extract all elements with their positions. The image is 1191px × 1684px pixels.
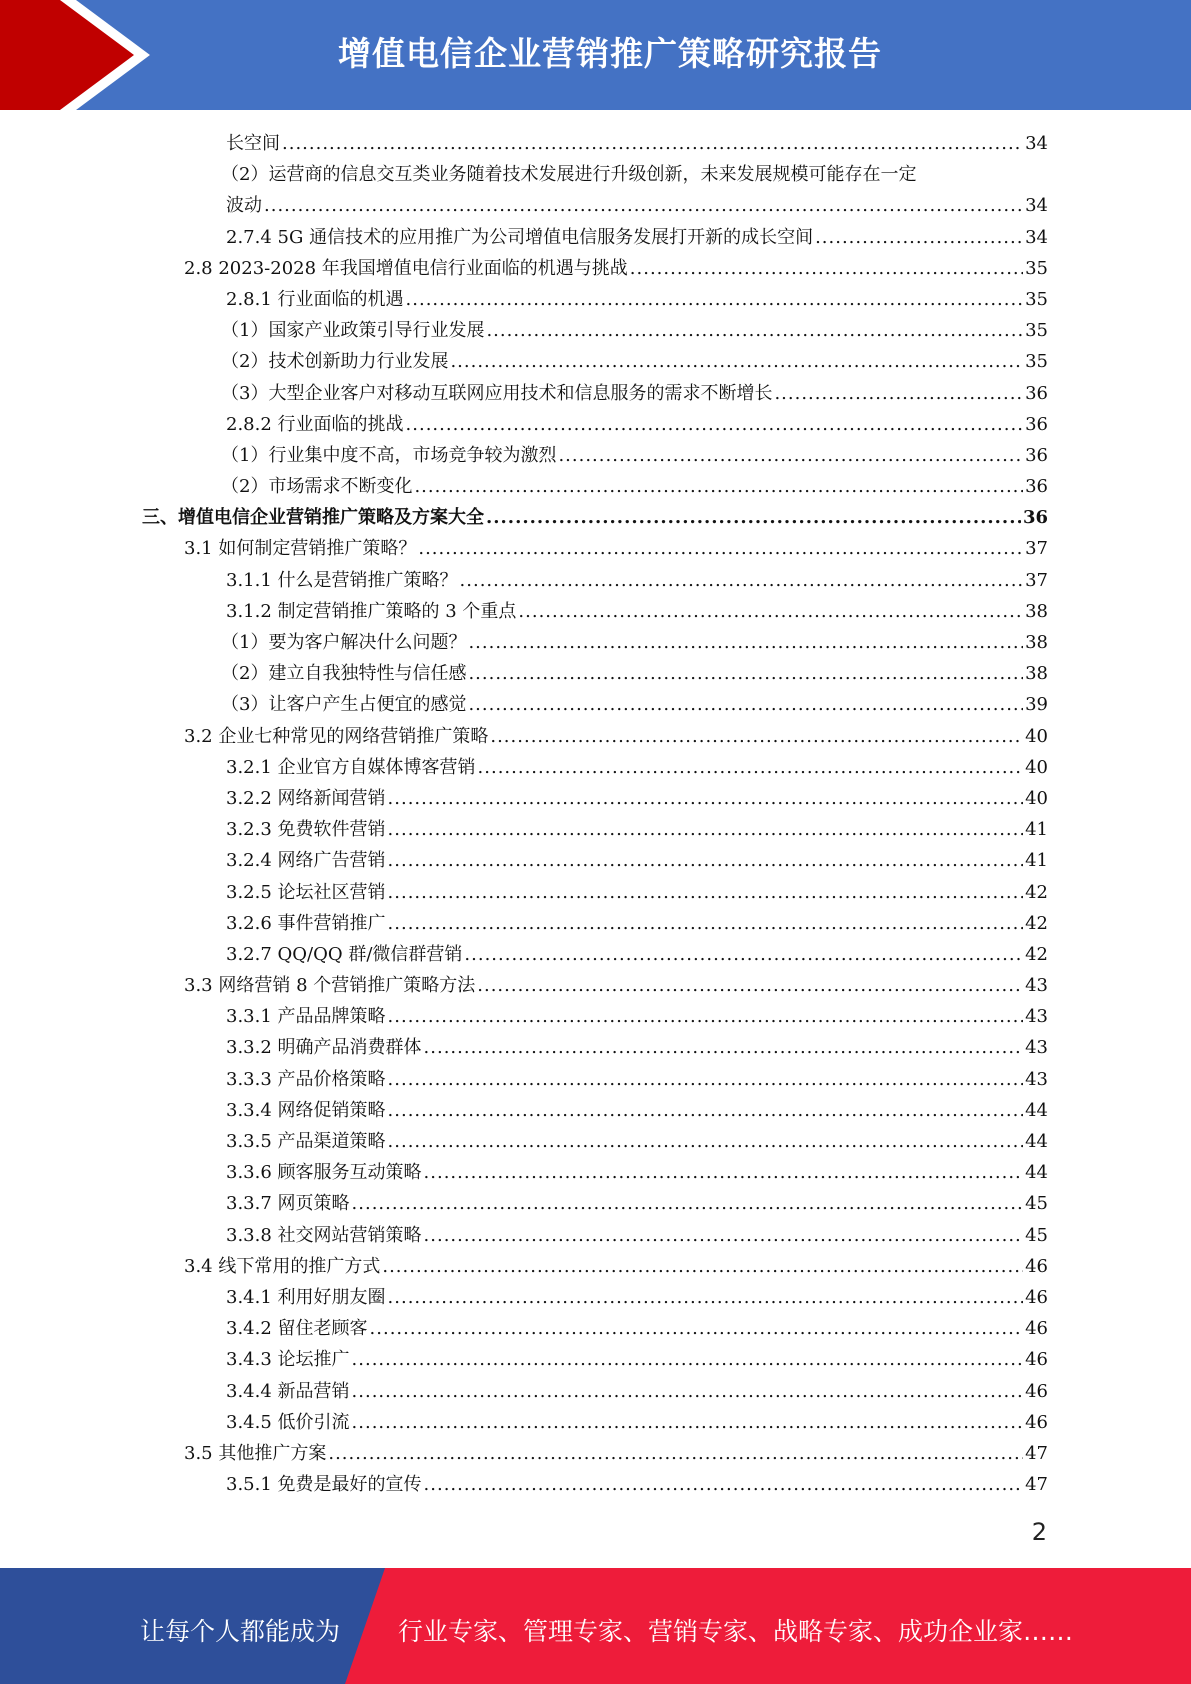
toc-entry-title: 3.2.6 事件营销推广 <box>226 912 386 934</box>
toc-dot-leader <box>352 1188 1024 1219</box>
toc-entry-page: 47 <box>1025 1442 1048 1464</box>
toc-entry-title: 3.3.2 明确产品消费群体 <box>226 1037 422 1059</box>
toc-entry-page: 40 <box>1025 725 1048 747</box>
toc-dot-leader <box>424 1032 1024 1063</box>
toc-entry-page: 38 <box>1025 632 1048 653</box>
toc-entry-page: 36 <box>1025 382 1048 404</box>
toc-entry[interactable] <box>142 658 1048 689</box>
toc-entry[interactable] <box>142 1126 1048 1157</box>
toc-entry-page: 46 <box>1025 1318 1048 1340</box>
toc-entry-title: 3.1 如何制定营销推广策略？ <box>184 538 417 560</box>
toc-entry-title: 2.7.4 5G 通信技术的应用推广为公司增值电信服务发展打开新的成长空间 <box>226 226 814 248</box>
footer-slogan-right: 行业专家、管理专家、营销专家、战略专家、成功企业家…… <box>398 1617 1074 1646</box>
toc-entry-page: 45 <box>1025 1224 1048 1246</box>
toc-dot-leader <box>388 877 1024 908</box>
toc-entry[interactable] <box>142 1407 1048 1438</box>
toc-entry-page: 36 <box>1025 444 1048 466</box>
toc-entry-page: 44 <box>1025 1131 1048 1152</box>
toc-entry[interactable] <box>142 1344 1048 1375</box>
toc-dot-leader <box>388 1126 1024 1157</box>
toc-entry-title: 3.5 其他推广方案 <box>184 1442 327 1464</box>
toc-dot-leader <box>352 1407 1024 1438</box>
toc-entry-page: 41 <box>1025 850 1048 872</box>
toc-entry-page: 42 <box>1025 943 1048 965</box>
toc-entry[interactable] <box>142 409 1048 440</box>
toc-entry-page: 41 <box>1025 819 1048 841</box>
toc-dot-leader <box>424 1469 1024 1500</box>
toc-entry[interactable] <box>142 908 1048 939</box>
toc-dot-leader <box>388 1282 1024 1313</box>
toc-entry-title: 3.4.2 留住老顾客 <box>226 1318 368 1340</box>
toc-dot-leader <box>424 1220 1024 1251</box>
toc-entry[interactable] <box>142 315 1048 346</box>
toc-entry-title: 3.1.1 什么是营销推广策略？ <box>226 569 458 591</box>
toc-entry-title: 3.2.2 网络新闻营销 <box>226 787 386 809</box>
toc-entry-page: 43 <box>1025 1037 1048 1059</box>
toc-entry-title: 3.2.7 QQ/QQ 群/微信群营销 <box>226 943 463 965</box>
toc-entry[interactable] <box>142 159 1048 190</box>
toc-entry-title: 波动 <box>226 195 262 217</box>
toc-entry-page: 35 <box>1025 288 1048 310</box>
toc-entry-page: 40 <box>1025 787 1048 809</box>
toc-entry-page: 38 <box>1025 663 1048 685</box>
toc-entry[interactable] <box>142 783 1048 814</box>
toc-dot-leader <box>352 1344 1024 1375</box>
toc-entry-page: 43 <box>1025 1006 1048 1028</box>
toc-entry-title: （3）大型企业客户对移动互联网应用技术和信息服务的需求不断增长 <box>221 382 773 404</box>
toc-entry[interactable] <box>142 1001 1048 1032</box>
toc-dot-leader <box>464 939 1023 970</box>
toc-entry-page: 39 <box>1025 694 1048 716</box>
toc-entry-title: 3.2.3 免费软件营销 <box>226 819 386 841</box>
toc-entry[interactable] <box>142 596 1048 627</box>
toc-entry-page: 46 <box>1025 1380 1048 1402</box>
toc-entry-title: （2）市场需求不断变化 <box>221 476 413 498</box>
toc-entry[interactable] <box>142 1032 1048 1063</box>
toc-entry[interactable] <box>142 128 1048 159</box>
toc-dot-leader <box>478 752 1024 783</box>
toc-entry[interactable] <box>142 1064 1048 1095</box>
toc-dot-leader <box>450 346 1023 377</box>
toc-dot-leader <box>406 284 1024 315</box>
toc-entry[interactable] <box>142 253 1048 284</box>
toc-dot-leader <box>352 1376 1024 1407</box>
toc-entry-title: 3.4.5 低价引流 <box>226 1411 350 1433</box>
toc-entry-title: 2.8.2 行业面临的挑战 <box>226 413 404 435</box>
toc-entry[interactable] <box>142 627 1048 658</box>
toc-entry-title: （1）行业集中度不高，市场竞争较为激烈 <box>221 444 557 466</box>
toc-entry-page: 44 <box>1025 1099 1048 1121</box>
toc-entry-title: 3.4.4 新品营销 <box>226 1380 350 1402</box>
toc-entry[interactable] <box>142 814 1048 845</box>
footer-slogan-left: 让每个人都能成为 <box>140 1617 341 1646</box>
toc-entry-title: 3.3.4 网络促销策略 <box>226 1099 386 1121</box>
toc-dot-leader <box>477 970 1023 1001</box>
report-title: 增值电信企业营销推广策略研究报告 <box>338 34 882 73</box>
toc-dot-leader <box>468 658 1023 689</box>
toc-entry-title: （2）技术创新助力行业发展 <box>221 351 449 373</box>
toc-entry[interactable] <box>142 1188 1048 1219</box>
toc-entry-title: 3.2 企业七种常见的网络营销推广策略 <box>184 725 489 747</box>
toc-entry[interactable] <box>142 502 1048 533</box>
toc-entry-page: 37 <box>1025 569 1048 591</box>
toc-dot-leader <box>388 783 1024 814</box>
header-red-arrow <box>0 0 150 110</box>
toc-entry-title: 2.8 2023-2028 年我国增值电信行业面临的机遇与挑战 <box>184 257 628 279</box>
toc-entry-title: 3.5.1 免费是最好的宣传 <box>226 1474 422 1496</box>
toc-entry-title: 3.2.1 企业官方自媒体博客营销 <box>226 756 476 778</box>
toc-dot-leader <box>418 533 1023 564</box>
toc-dot-leader <box>388 845 1024 876</box>
toc-entry-page: 42 <box>1025 881 1048 903</box>
toc-dot-leader <box>388 908 1024 939</box>
toc-dot-leader <box>264 190 1023 221</box>
page-footer <box>0 1568 1191 1684</box>
page-number: 2 <box>1031 1518 1047 1546</box>
toc-dot-leader <box>388 1095 1024 1126</box>
toc-entry-title: （2）运营商的信息交互类业务随着技术发展进行升级创新，未来发展规模可能存在一定 <box>221 164 917 186</box>
toc-dot-leader <box>518 596 1023 627</box>
toc-entry-title: （2）建立自我独特性与信任感 <box>221 663 467 685</box>
toc-dot-leader <box>468 689 1023 720</box>
toc-dot-leader <box>774 378 1023 409</box>
toc-entry-page: 37 <box>1025 538 1048 560</box>
toc-entry[interactable] <box>142 1251 1048 1282</box>
toc-dot-leader <box>468 627 1023 658</box>
toc-entry[interactable] <box>142 222 1048 253</box>
toc-dot-leader <box>815 222 1023 253</box>
toc-dot-leader <box>328 1438 1023 1469</box>
toc-entry[interactable] <box>142 346 1048 377</box>
toc-dot-leader <box>486 315 1023 346</box>
toc-entry-title: 3.4.1 利用好朋友圈 <box>226 1286 386 1308</box>
toc-entry[interactable] <box>142 1095 1048 1126</box>
toc-dot-leader <box>558 440 1023 471</box>
toc-entry-title: 3.3.7 网页策略 <box>226 1193 350 1215</box>
toc-entry-page: 35 <box>1025 257 1048 279</box>
toc-entry[interactable] <box>142 752 1048 783</box>
toc-entry[interactable] <box>142 689 1048 720</box>
toc-entry-page: 46 <box>1025 1349 1048 1371</box>
toc-dot-leader <box>460 565 1024 596</box>
toc-entry-page: 45 <box>1025 1193 1048 1215</box>
toc-entry[interactable] <box>142 440 1048 471</box>
toc-entry[interactable] <box>142 939 1048 970</box>
toc-entry-title: 长空间 <box>226 133 280 154</box>
toc-entry[interactable] <box>142 845 1048 876</box>
toc-entry-page: 36 <box>1025 413 1048 435</box>
toc-dot-leader <box>382 1251 1023 1282</box>
toc-entry[interactable] <box>142 378 1048 409</box>
toc-entry-title: 3.3.6 顾客服务互动策略 <box>226 1162 422 1184</box>
toc-dot-leader <box>424 1157 1024 1188</box>
toc-entry-page: 36 <box>1022 507 1048 529</box>
toc-entry-page: 35 <box>1025 320 1048 342</box>
toc-entry-title: 3.1.2 制定营销推广策略的 3 个重点 <box>226 600 517 622</box>
toc-entry-page: 43 <box>1025 1068 1048 1090</box>
toc-entry-title: 3.3.8 社交网站营销策略 <box>226 1224 422 1246</box>
toc-entry-title: 3.4.3 论坛推广 <box>226 1349 350 1371</box>
toc-entry[interactable] <box>142 533 1048 564</box>
toc-entry-title: 3.2.5 论坛社区营销 <box>226 881 386 903</box>
toc-entry[interactable] <box>142 1438 1048 1469</box>
toc-entry-title: （1）要为客户解决什么问题？ <box>221 632 467 653</box>
table-of-contents <box>142 128 1048 1500</box>
toc-entry-title: 3.4 线下常用的推广方式 <box>184 1255 381 1277</box>
toc-entry[interactable] <box>142 190 1048 221</box>
toc-entry-page: 42 <box>1025 912 1048 934</box>
toc-dot-leader <box>282 128 1023 159</box>
toc-entry-page: 35 <box>1025 351 1048 373</box>
toc-entry[interactable] <box>142 1313 1048 1344</box>
toc-entry-page: 46 <box>1025 1255 1048 1277</box>
toc-dot-leader <box>388 814 1024 845</box>
toc-dot-leader <box>388 1001 1024 1032</box>
toc-entry-page: 40 <box>1025 756 1048 778</box>
toc-entry-title: 3.2.4 网络广告营销 <box>226 850 386 872</box>
toc-entry-title: 3.3.1 产品品牌策略 <box>226 1006 386 1028</box>
toc-dot-leader <box>414 471 1023 502</box>
toc-entry-title: 3.3.5 产品渠道策略 <box>226 1131 386 1152</box>
toc-entry-page: 34 <box>1025 195 1048 217</box>
toc-entry-page: 38 <box>1025 600 1048 622</box>
toc-entry-page: 34 <box>1025 133 1048 154</box>
toc-entry-page: 46 <box>1025 1411 1048 1433</box>
toc-entry-page: 43 <box>1025 975 1048 997</box>
toc-entry-title: 3.3.3 产品价格策略 <box>226 1068 386 1090</box>
toc-dot-leader <box>370 1313 1024 1344</box>
toc-entry[interactable] <box>142 284 1048 315</box>
toc-entry[interactable] <box>142 1157 1048 1188</box>
toc-dot-leader <box>406 409 1024 440</box>
toc-dot-leader <box>388 1064 1024 1095</box>
toc-entry[interactable] <box>142 1220 1048 1251</box>
page-header <box>0 0 1191 110</box>
toc-entry[interactable] <box>142 1469 1048 1500</box>
toc-entry-title: 三、增值电信企业营销推广策略及方案大全 <box>142 507 484 529</box>
toc-entry[interactable] <box>142 1282 1048 1313</box>
toc-dot-leader <box>486 502 1021 533</box>
toc-entry-page: 46 <box>1025 1286 1048 1308</box>
toc-entry[interactable] <box>142 970 1048 1001</box>
toc-entry-page: 34 <box>1025 226 1048 248</box>
toc-dot-leader <box>630 253 1023 284</box>
toc-entry-title: （3）让客户产生占便宜的感觉 <box>221 694 467 716</box>
toc-entry-title: （1）国家产业政策引导行业发展 <box>221 320 485 342</box>
toc-entry-page: 47 <box>1025 1474 1048 1496</box>
toc-dot-leader <box>490 721 1023 752</box>
toc-entry[interactable] <box>142 471 1048 502</box>
toc-entry-page: 36 <box>1025 476 1048 498</box>
toc-entry-page: 44 <box>1025 1162 1048 1184</box>
toc-entry[interactable] <box>142 1376 1048 1407</box>
toc-entry[interactable] <box>142 721 1048 752</box>
toc-entry[interactable] <box>142 565 1048 596</box>
toc-entry-title: 3.3 网络营销 8 个营销推广策略方法 <box>184 975 476 997</box>
toc-entry[interactable] <box>142 877 1048 908</box>
toc-entry-title: 2.8.1 行业面临的机遇 <box>226 288 404 310</box>
